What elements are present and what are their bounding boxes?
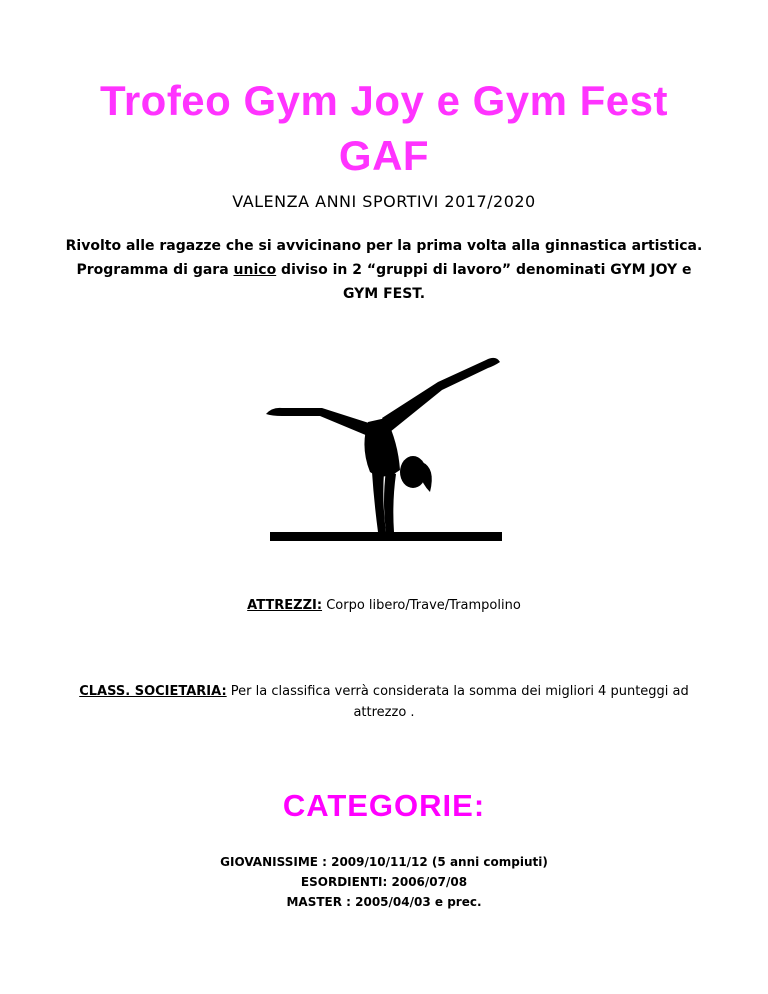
page-title-line-2: GAF bbox=[338, 132, 430, 179]
gymnast-on-beam-icon bbox=[260, 352, 510, 552]
categorie-list bbox=[0, 852, 768, 912]
intro-text-part-1: Rivolto alle ragazze che si avvicinano per la prima volta alla ginnastica artistica. Programma di gara bbox=[65, 238, 703, 278]
attrezzi-value: Corpo libero/Trave/Trampolino bbox=[326, 598, 521, 613]
intro-paragraph bbox=[62, 234, 706, 306]
class-societaria-paragraph bbox=[72, 681, 696, 723]
intro-text-part-2: diviso in 2 “gruppi di lavoro” denominati GYM JOY e GYM FEST. bbox=[276, 262, 692, 302]
gymnast-right-leg bbox=[382, 358, 500, 432]
class-societaria-label: CLASS. SOCIETARIA: bbox=[79, 684, 227, 699]
categoria-item: MASTER : 2005/04/03 e prec. bbox=[286, 895, 482, 909]
attrezzi-label: ATTREZZI: bbox=[247, 598, 323, 613]
class-societaria-value: Per la classifica verrà considerata la somma dei migliori 4 punteggi ad attrezzo . bbox=[230, 684, 689, 720]
attrezzi-line bbox=[0, 598, 768, 613]
categoria-item: GIOVANISSIME : 2009/10/11/12 (5 anni compiuti) bbox=[220, 855, 548, 869]
intro-underlined-word: unico bbox=[233, 262, 277, 278]
beam bbox=[270, 532, 502, 541]
subtitle: VALENZA ANNI SPORTIVI 2017/2020 bbox=[232, 192, 536, 211]
gymnast-left-leg bbox=[266, 408, 372, 436]
categoria-item: ESORDIENTI: 2006/07/08 bbox=[300, 875, 468, 889]
categorie-heading: CATEGORIE: bbox=[282, 788, 486, 823]
gymnast-arms bbox=[384, 470, 396, 532]
page-title-line-1: Trofeo Gym Joy e Gym Fest bbox=[99, 77, 668, 124]
